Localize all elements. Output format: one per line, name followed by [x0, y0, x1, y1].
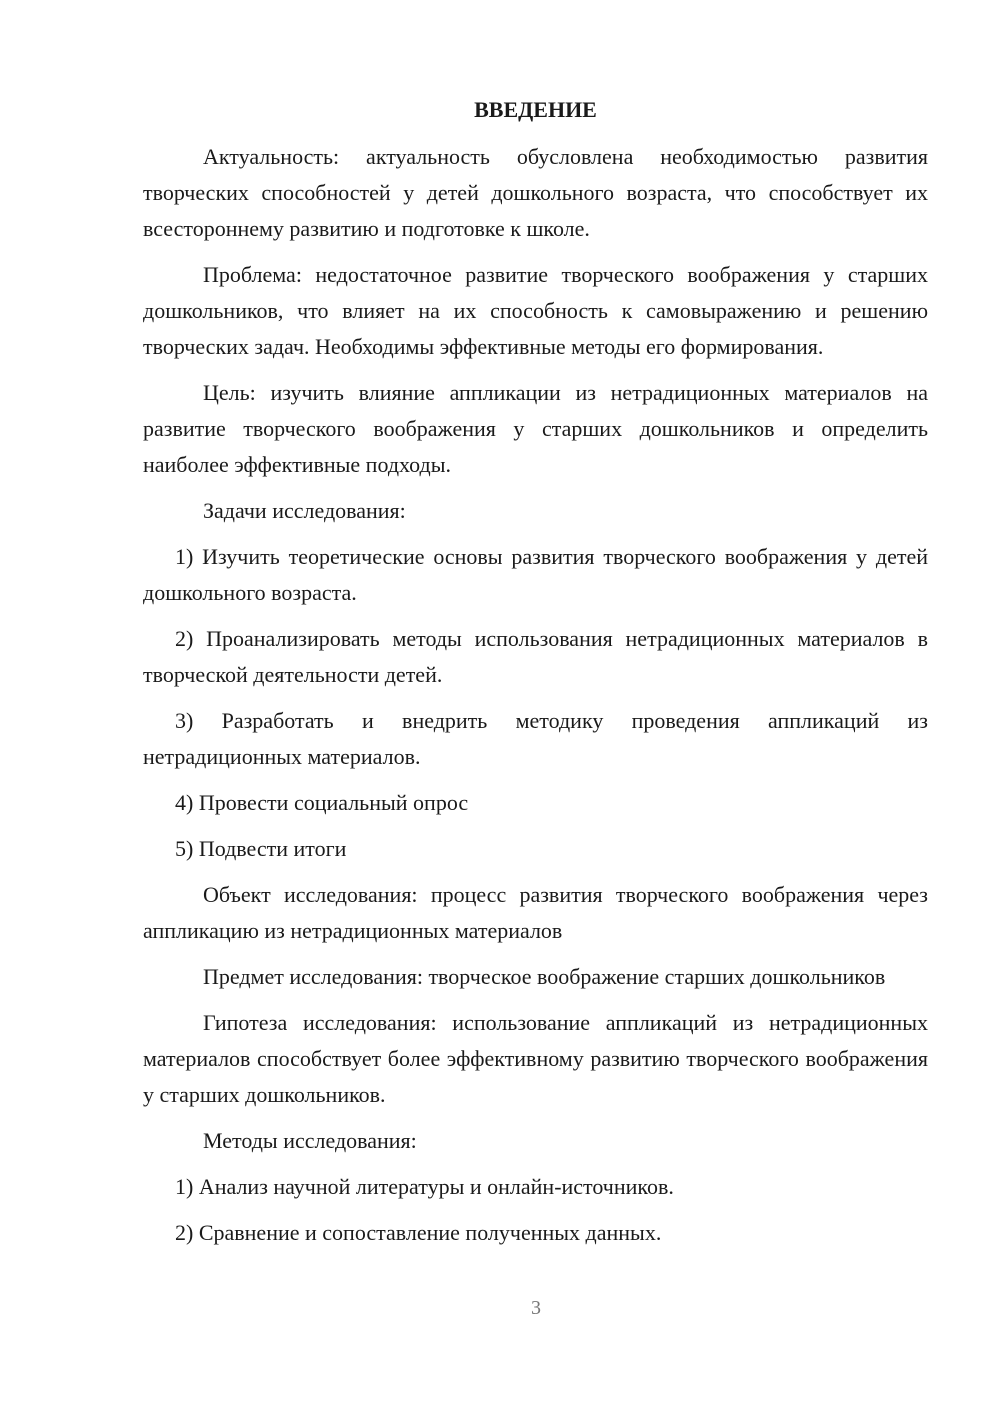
- goal-paragraph: Цель: изучить влияние аппликации из нетрадиционных материалов на развитие творческого воображения у старших дошкольников и определить наиболее эффективные подходы.: [143, 380, 928, 477]
- subject-paragraph: Предмет исследования: творческое воображение старших дошкольников: [203, 964, 886, 989]
- method-item-1: 1) Анализ научной литературы и онлайн-источников.: [175, 1174, 674, 1199]
- task-item-1: 1) Изучить теоретические основы развития творческого воображения у детей дошкольного возраста.: [143, 544, 928, 605]
- methods-heading: Методы исследования:: [203, 1128, 417, 1153]
- task-item-2: 2) Проанализировать методы использования нетрадиционных материалов в творческой деятельности детей.: [143, 626, 928, 687]
- page-number: 3: [531, 1297, 541, 1319]
- problem-paragraph: Проблема: недостаточное развитие творческого воображения у старших дошкольников, что влияет на их способность к самовыражению и решению творческих задач. Необходимы эффективные методы его формирования.: [143, 262, 928, 359]
- page-content: [143, 95, 928, 1261]
- hypothesis-paragraph: Гипотеза исследования: использование аппликаций из нетрадиционных материалов способствует более эффективному развитию творческого воображения у старших дошкольников.: [143, 1010, 928, 1107]
- tasks-heading: Задачи исследования:: [203, 498, 406, 523]
- method-item-2: 2) Сравнение и сопоставление полученных данных.: [175, 1220, 662, 1245]
- task-item-5: 5) Подвести итоги: [175, 836, 347, 861]
- page-title: ВВЕДЕНИЕ: [474, 97, 597, 122]
- relevance-paragraph: Актуальность: актуальность обусловлена необходимостью развития творческих способностей у детей дошкольного возраста, что способствует их всестороннему развитию и подготовке к школе.: [143, 144, 928, 241]
- task-item-3: 3) Разработать и внедрить методику проведения аппликаций из нетрадиционных материалов.: [143, 708, 928, 769]
- task-item-4: 4) Провести социальный опрос: [175, 790, 469, 815]
- object-paragraph: Объект исследования: процесс развития творческого воображения через аппликацию из нетрадиционных материалов: [143, 882, 928, 943]
